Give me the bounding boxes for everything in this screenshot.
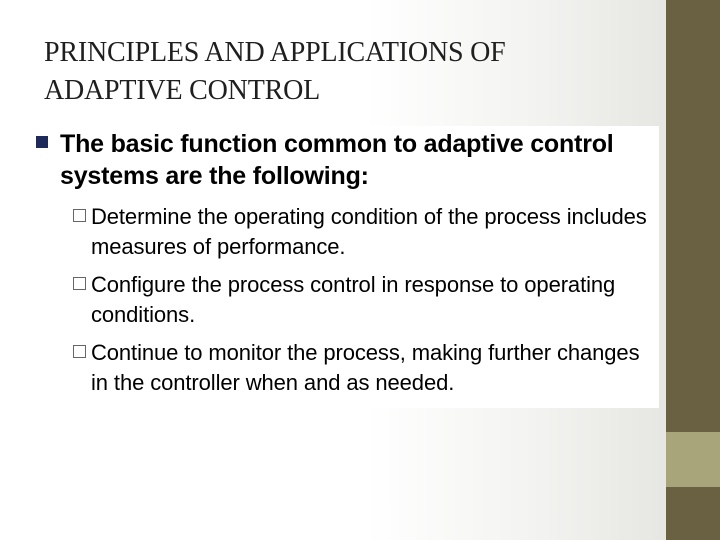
sidebar-bottom-band <box>666 487 720 540</box>
checkbox-bullet-icon <box>73 209 86 222</box>
sub-bullet-text: Continue to monitor the process, making further changes in the controller when and as needed. <box>91 340 640 395</box>
slide-title <box>44 34 644 110</box>
checkbox-bullet-icon <box>73 345 86 358</box>
square-bullet-icon <box>36 136 48 148</box>
sub-bullet-text: Configure the process control in response to operating conditions. <box>91 272 616 327</box>
title-line-1: PRINCIPLES AND APPLICATIONS OF <box>44 37 506 68</box>
sub-bullet-list <box>70 202 650 406</box>
checkbox-bullet-icon <box>73 277 86 290</box>
sidebar-top-band <box>666 0 720 432</box>
sub-bullet-item <box>70 202 650 262</box>
title-line-2: ADAPTIVE CONTROL <box>44 75 321 106</box>
sub-bullet-item <box>70 338 650 398</box>
sub-bullet-text: Determine the operating condition of the process includes measures of performance. <box>91 204 647 259</box>
main-bullet-text: The basic function common to adaptive control systems are the following: <box>60 130 614 190</box>
content-box <box>22 126 659 408</box>
sidebar-accent-band <box>666 432 720 487</box>
sub-bullet-item <box>70 270 650 330</box>
